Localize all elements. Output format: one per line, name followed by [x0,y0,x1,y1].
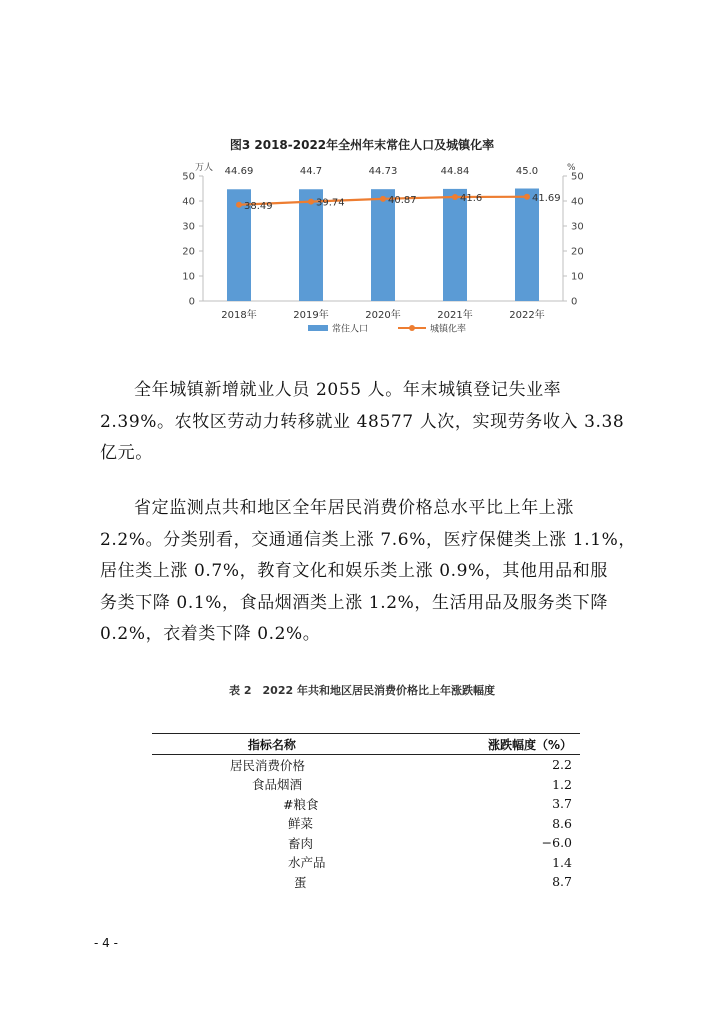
line-point [308,199,314,205]
left-tick-label: 0 [188,296,195,308]
bar-data-label: 44.84 [440,166,470,177]
right-tick-label: 20 [571,246,584,258]
left-tick-label: 20 [182,246,195,258]
right-tick-label: 0 [571,296,578,308]
table-header-row [152,734,580,755]
bar [515,189,539,302]
bar-data-label: 45.0 [515,166,539,177]
row-value: −6.0 [541,835,572,851]
paragraph-line: 2.39%。农牧区劳动力转移就业 48577 人次，实现劳务收入 3.38 [100,411,625,432]
row-name: 食品烟酒 [252,777,303,793]
table-row [152,872,580,892]
employment-paragraph [100,375,634,470]
line-point [236,202,242,208]
bar-data-label: 44.7 [299,166,323,177]
bar-data-label: 44.73 [368,166,398,177]
line-data-label: 40.87 [388,194,417,206]
row-name: 居民消费价格 [230,757,306,773]
table-row [152,794,580,814]
paragraph-line: 亿元。 [100,443,153,463]
left-tick-label: 30 [182,221,195,233]
bar [371,189,395,301]
paragraph-line: 省定监测点共和地区全年居民消费价格总水平比上年上涨 [134,498,574,518]
legend-bar-label: 常住人口 [332,324,369,335]
x-tick-label: 2020年 [365,310,401,321]
left-tick-label: 40 [182,196,195,208]
row-name: 蛋 [294,874,307,890]
row-name: 畜肉 [288,835,314,851]
right-tick-label: 50 [571,171,584,183]
x-tick-label: 2018年 [221,310,257,321]
row-name: 水产品 [288,855,326,871]
x-tick-label: 2021年 [437,310,473,321]
left-axis-unit: 万人 [195,163,214,173]
table-row [152,853,580,873]
line-data-label: 39.74 [316,197,345,209]
cpi-paragraph [100,493,634,651]
row-value: 2.2 [552,757,572,773]
bar-data-label: 44.69 [224,166,254,177]
paragraph-line: 务类下降 0.1%，食品烟酒类上涨 1.2%，生活用品及服务类下降 [100,592,608,613]
legend-line-label: 城镇化率 [430,324,467,335]
line-point [524,194,530,200]
row-value: 1.4 [552,854,572,870]
header-change-rate: 涨跌幅度（%） [432,734,580,755]
x-tick-label: 2022年 [509,310,545,321]
paragraph-line: 0.2%，衣着类下降 0.2%。 [100,624,321,644]
table-caption: 表 2 2022 年共和地区居民消费价格比上年涨跌幅度 [229,684,495,697]
line-point [380,196,386,202]
paragraph-line: 全年城镇新增就业人员 2055 人。年末城镇登记失业率 [134,380,562,400]
table-row [152,833,580,853]
right-axis-unit: % [567,163,576,173]
paragraph-line: 居住类上涨 0.7%，教育文化和娱乐类上涨 0.9%，其他用品和服 [100,561,608,581]
header-indicator-name: 指标名称 [152,734,432,755]
cpi-table [152,733,580,892]
table-row [152,775,580,795]
row-value: 8.6 [552,815,572,831]
row-value: 8.7 [552,874,572,890]
line-data-label: 41.6 [460,193,483,204]
page-number: - 4 - [94,936,118,950]
chart-title: 图3 2018-2022年全州年末常住人口及城镇化率 [229,138,495,152]
row-value: 1.2 [552,776,572,792]
left-tick-label: 50 [182,171,195,183]
row-name: 鲜菜 [288,816,314,832]
right-tick-label: 40 [571,196,584,208]
left-tick-label: 10 [182,271,195,283]
table-row [152,755,580,775]
legend-bar-swatch [308,325,328,331]
paragraph-line: 2.2%。分类别看，交通通信类上涨 7.6%，医疗保健类上涨 1.1%， [100,529,636,550]
bar [443,189,467,301]
x-tick-label: 2019年 [293,310,329,321]
line-data-label: 41.69 [532,192,561,204]
row-value: 3.7 [552,796,572,812]
line-point [452,194,458,200]
table-row [152,814,580,834]
right-tick-label: 10 [571,271,584,283]
row-name: #粮食 [283,796,319,812]
legend-line-marker [409,325,415,331]
line-data-label: 38.49 [244,200,273,212]
population-urbanization-chart [160,152,584,337]
right-tick-label: 30 [571,221,584,233]
